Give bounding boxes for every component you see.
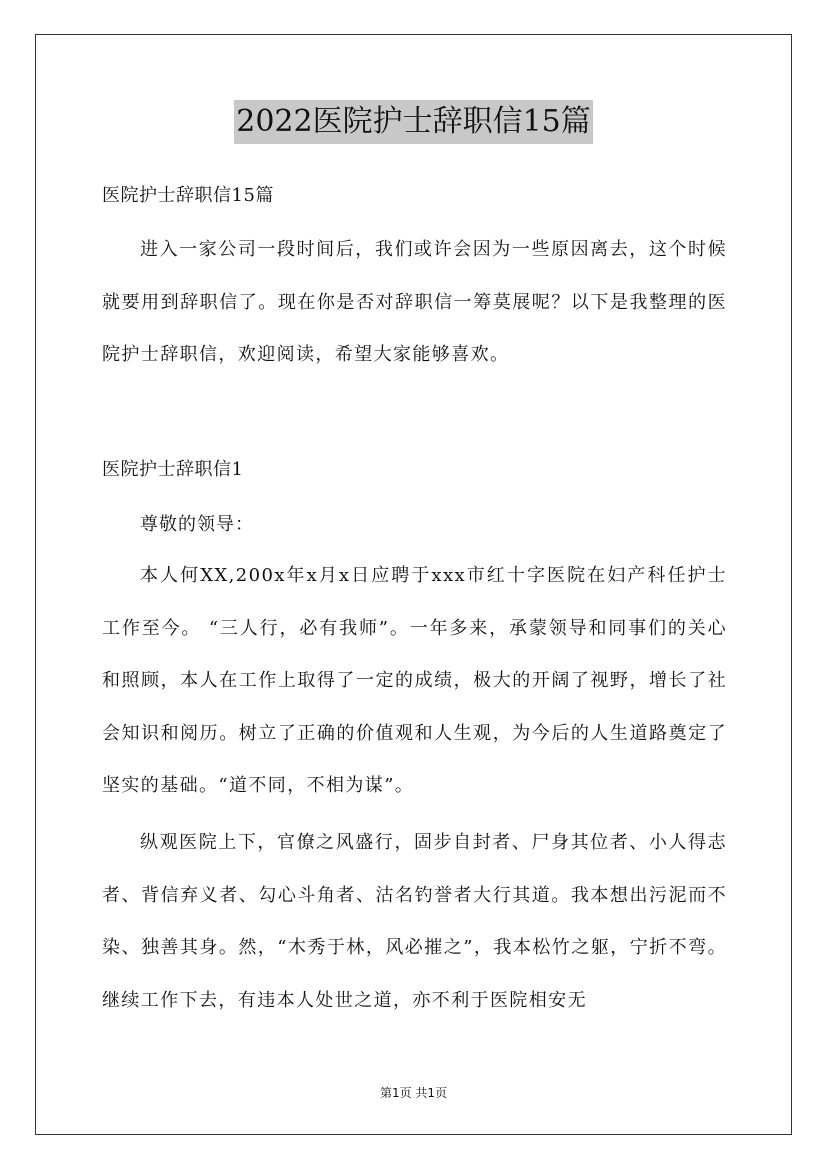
section-heading: 医院护士辞职信1 — [102, 459, 244, 480]
intro-paragraph: 进入一家公司一段时间后，我们或许会因为一些原因离去，这个时候就要用到辞职信了。现在你是否对辞职信一筹莫展呢？以下是我整理的医院护士辞职信，欢迎阅读，希望大家能够喜欢。 — [102, 239, 727, 365]
page-footer: 第1页 共1页 — [379, 1086, 448, 1100]
body-paragraph-1: 本人何XX,200x年x月x日应聘于xxx市红十字医院在妇产科任护士工作至今。 “三人行，必有我师”。一年多来，承蒙领导和同事们的关心和照顾，本人在工作上取得了一定的成绩，极大的开阔了视野，增长了社会知识和阅历。树立了正确的价值观和人生观，为今后的人生道路奠定了坚实的基础。“道不同，不相为谋”。 — [102, 565, 727, 796]
title-container — [0, 100, 827, 144]
document-subtitle: 医院护士辞职信15篇 — [102, 185, 274, 206]
body-paragraph-2: 纵观医院上下，官僚之风盛行，固步自封者、尸身其位者、小人得志者、背信弃义者、勾心斗角者、沽名钓誉者大行其道。我本想出污泥而不染、独善其身。然，“木秀于林，风必摧之”，我本松竹之躯，宁折不弯。继续工作下去，有违本人处世之道，亦不利于医院相安无 — [102, 832, 727, 1011]
salutation: 尊敬的领导： — [140, 514, 254, 535]
document-title: 2022医院护士辞职信15篇 — [234, 100, 593, 144]
